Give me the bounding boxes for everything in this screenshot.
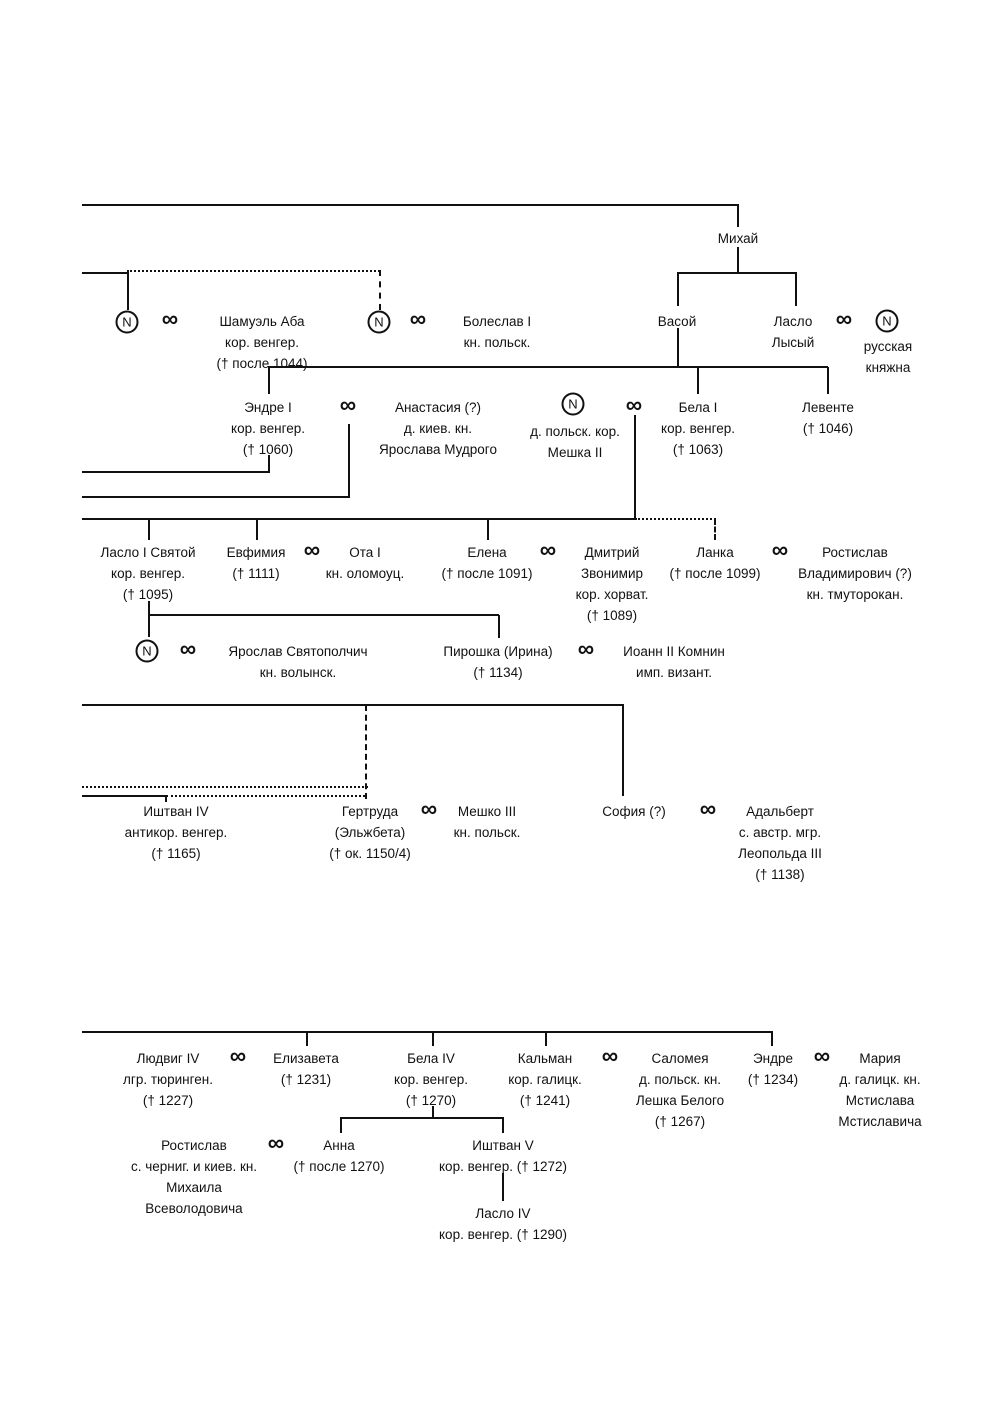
person-lanka — [670, 542, 761, 584]
person-dates: († 1165) — [151, 846, 201, 861]
unknown-spouse-icon — [562, 393, 585, 416]
connector-drop-endre2 — [771, 1032, 773, 1046]
connector-bela1-children-dotted — [635, 518, 716, 520]
person-ioann-ii-komnin — [623, 641, 725, 683]
person-name: Иштван IV — [143, 804, 209, 819]
person-name: Ростислав — [161, 1138, 227, 1153]
unknown-spouse-letter: N — [374, 314, 384, 330]
person-name: Ярослав Святополчич — [228, 644, 368, 659]
person-name: Бела IV — [407, 1051, 455, 1066]
person-salomeya — [636, 1048, 724, 1132]
person-title: лгр. тюринген. — [123, 1072, 213, 1087]
person-title: д. польск. кор. — [530, 424, 620, 439]
person-name: Ласло IV — [475, 1206, 531, 1221]
person-name: Саломея — [651, 1051, 709, 1066]
person-name: (Эльжбета) — [334, 825, 406, 840]
connector-laslo1-children-bracket — [148, 614, 499, 616]
connector-drop-piroshka — [498, 615, 500, 638]
connector-drop-elizaveta — [306, 1032, 308, 1046]
connector-endre1-offpage — [82, 471, 270, 473]
person-ludvig-iv — [123, 1048, 213, 1111]
person-adalbert — [738, 801, 822, 885]
connector-endre1-marriage-down — [348, 424, 350, 496]
person-rostislav-vladimirovich — [798, 542, 912, 605]
person-boleslav-i — [463, 311, 531, 353]
person-name: Дмитрий — [584, 545, 640, 560]
person-laslo-lysy — [772, 311, 815, 353]
person-kalman — [508, 1048, 582, 1111]
connector-drop-kalman — [545, 1032, 547, 1046]
person-dates: († 1227) — [142, 1093, 194, 1108]
person-title: д. галицк. кн. — [839, 1072, 921, 1087]
person-name: Шамуэль Аба — [219, 314, 305, 329]
person-title: кн. польск. — [463, 335, 531, 350]
connector-drop-laslo-lysy — [795, 272, 797, 306]
person-dates: († 1060) — [242, 442, 294, 457]
marriage-icon: ∞ — [339, 391, 357, 418]
person-name: Пирошка (Ирина) — [443, 644, 553, 659]
connector-dotted-offpage-gertruda — [82, 786, 368, 788]
connector-endre1-marriage-offpage — [82, 496, 350, 498]
person-meshka-daughter — [530, 421, 620, 463]
connector-drop-anna — [340, 1118, 342, 1133]
person-title: Лешка Белого — [635, 1093, 725, 1108]
marriage-icon: ∞ — [699, 795, 717, 822]
person-dates: († 1095) — [122, 587, 174, 602]
person-name: Ласло — [773, 314, 813, 329]
marriage-icon: ∞ — [303, 536, 321, 563]
person-title: Мешка II — [547, 445, 603, 460]
person-name: Анастасия (?) — [394, 400, 482, 415]
connector-bela1-children-bracket — [82, 518, 635, 520]
connector-drop-vasoy — [677, 272, 679, 306]
marriage-icon: ∞ — [577, 635, 595, 662]
connector-drop-ishtvan5 — [502, 1118, 504, 1133]
person-name: Бела I — [678, 400, 718, 415]
person-mihay — [718, 228, 758, 249]
person-elizaveta — [273, 1048, 339, 1090]
connector-laslo1-down — [148, 601, 150, 637]
person-dates: († 1138) — [755, 867, 805, 882]
marriage-icon: ∞ — [771, 536, 789, 563]
person-dates: († 1063) — [672, 442, 724, 457]
unknown-spouse-icon — [116, 311, 139, 334]
person-title: с. австр. мгр. — [738, 825, 822, 840]
person-name: Ласло I Святой — [100, 545, 196, 560]
connector-ishtvan5-down — [502, 1173, 504, 1201]
person-name: Владимирович (?) — [798, 566, 912, 581]
person-dmitry-zvonimir — [576, 542, 649, 626]
person-dates: († 1270) — [405, 1093, 457, 1108]
connector-dotted-ishtvan4-gertruda — [166, 795, 365, 797]
marriage-icon: ∞ — [835, 305, 853, 332]
person-title: Ярослава Мудрого — [379, 442, 497, 457]
person-dates: († ок. 1150/4) — [329, 846, 411, 861]
person-title: княжна — [865, 360, 911, 375]
person-name: Звонимир — [580, 566, 644, 581]
connector-bela1-marriage-down — [634, 415, 636, 518]
person-shamuel-aba — [217, 311, 308, 374]
connector-drop-evfimia — [256, 519, 258, 540]
connector-drop-laslo1 — [148, 519, 150, 540]
marriage-icon: ∞ — [601, 1042, 619, 1069]
person-dates: († после 1044) — [216, 356, 308, 371]
person-title: кор. венгер. — [231, 421, 305, 436]
connector-drop-bela1 — [697, 367, 699, 394]
person-meshko-iii — [454, 801, 521, 843]
person-anna — [294, 1135, 385, 1177]
marriage-icon: ∞ — [420, 795, 438, 822]
person-name: Ота I — [349, 545, 381, 560]
connector-vasoy-children-bracket — [268, 366, 828, 368]
person-name: Левенте — [802, 400, 854, 415]
person-title: Всеволодовича — [145, 1201, 243, 1216]
person-dates: († 1267) — [654, 1114, 706, 1129]
person-ishtvan-v — [439, 1135, 567, 1177]
person-endre-i — [231, 397, 305, 460]
person-gertruda — [329, 801, 410, 864]
connector-mihay-down — [737, 247, 739, 272]
person-dates: († 1241) — [519, 1093, 571, 1108]
connector-drop-n1 — [127, 272, 129, 310]
unknown-spouse-icon — [876, 310, 899, 333]
person-title: кор. венгер. — [661, 421, 735, 436]
person-levente — [802, 397, 854, 439]
person-title: с. черниг. и киев. кн. — [130, 1159, 258, 1174]
unknown-spouse-letter: N — [122, 314, 132, 330]
connector-vasoy-down — [677, 328, 679, 366]
person-name: Мария — [859, 1051, 901, 1066]
person-title: кн. оломоуц. — [325, 566, 405, 581]
person-title: д. киев. кн. — [403, 421, 473, 436]
person-dates: († после 1270) — [293, 1159, 385, 1174]
connector-drop-bela4 — [432, 1032, 434, 1046]
person-dates: († 1134) — [473, 665, 523, 680]
person-title: Мстислава — [845, 1093, 915, 1108]
person-dates: († после 1091) — [441, 566, 533, 581]
person-ota-i — [326, 542, 404, 584]
connector-top-offpage — [82, 204, 739, 206]
person-title: кор. венгер. († 1290) — [439, 1227, 567, 1242]
marriage-icon: ∞ — [813, 1042, 831, 1069]
person-name: Кальман — [517, 1051, 573, 1066]
person-title: кор. венгер. († 1272) — [439, 1159, 567, 1174]
marriage-icon: ∞ — [409, 305, 427, 332]
person-name: Гертруда — [341, 804, 399, 819]
connector-dotted-offpage-n2 — [127, 270, 380, 272]
person-name: Анна — [323, 1138, 355, 1153]
person-dates: († 1046) — [802, 421, 854, 436]
person-name: Евфимия — [226, 545, 286, 560]
person-endre — [748, 1048, 798, 1090]
person-yaroslav-svyatopolchich — [228, 641, 367, 683]
person-name: Васой — [657, 314, 697, 329]
person-bela-i — [661, 397, 735, 460]
person-name: Елена — [467, 545, 507, 560]
person-name: Эндре — [752, 1051, 794, 1066]
connector-offpage-ishtvan4 — [82, 795, 166, 797]
person-bela-iv — [394, 1048, 468, 1111]
person-dates: († 1231) — [280, 1072, 332, 1087]
person-name: Михай — [717, 231, 759, 246]
person-dates: († 1234) — [747, 1072, 799, 1087]
connector-drop-levente — [827, 367, 829, 394]
marriage-icon: ∞ — [539, 536, 557, 563]
connector-drop-elena — [487, 519, 489, 540]
marriage-icon: ∞ — [229, 1042, 247, 1069]
person-name: Людвиг IV — [136, 1051, 200, 1066]
person-name: Елизавета — [273, 1051, 339, 1066]
person-title: кн. волынск. — [259, 665, 337, 680]
person-name: Ланка — [696, 545, 734, 560]
connector-drop-sofia — [622, 705, 624, 796]
person-elena — [442, 542, 533, 584]
person-title: кор. хорват. — [575, 587, 649, 602]
person-title: кн. тмуторокан. — [806, 587, 904, 602]
marriage-icon: ∞ — [267, 1129, 285, 1156]
person-title: имп. визант. — [636, 665, 712, 680]
person-title: русская — [863, 339, 913, 354]
person-title: кор. галицк. — [508, 1072, 582, 1087]
connector-bela4-children-bracket — [340, 1117, 504, 1119]
person-title: кор. венгер. — [225, 335, 299, 350]
connector-andras2-children-bracket — [82, 1031, 773, 1033]
person-dates: († после 1099) — [669, 566, 761, 581]
unknown-spouse-letter: N — [142, 643, 152, 659]
person-piroshka — [443, 641, 552, 683]
person-title: Леопольда III — [738, 846, 822, 861]
person-vasoy — [658, 311, 696, 332]
person-title: кор. венгер. — [394, 1072, 468, 1087]
person-name: София (?) — [602, 804, 666, 819]
person-title: кн. польск. — [453, 825, 521, 840]
person-maria — [838, 1048, 921, 1132]
person-anastasia — [379, 397, 497, 460]
connector-dashed-drop-n2 — [379, 270, 381, 310]
person-evfimia — [227, 542, 286, 584]
person-laslo-iv — [439, 1203, 567, 1245]
person-dates: († 1111) — [232, 566, 280, 581]
unknown-spouse-icon — [368, 311, 391, 334]
person-title: д. польск. кн. — [638, 1072, 722, 1087]
person-name: Адальберт — [746, 804, 814, 819]
person-russian-princess — [864, 336, 912, 378]
connector-mihay-children-bracket — [677, 272, 797, 274]
person-name: Ростислав — [822, 545, 888, 560]
connector-mid-bracket — [82, 704, 624, 706]
connector-dashed-drop-gertruda — [365, 705, 367, 799]
marriage-icon: ∞ — [625, 391, 643, 418]
person-laslo-i-svyatoy — [100, 542, 195, 605]
person-title: Мстиславича — [838, 1114, 922, 1129]
person-title: Михаила — [166, 1180, 222, 1195]
person-ishtvan-iv — [125, 801, 228, 864]
person-name: Иштван V — [472, 1138, 534, 1153]
unknown-spouse-letter: N — [568, 396, 578, 412]
person-rostislav-mikhailovich — [131, 1135, 257, 1219]
person-title: кор. венгер. — [111, 566, 185, 581]
person-title: антикор. венгер. — [124, 825, 228, 840]
person-dates: († 1089) — [586, 608, 638, 623]
person-name: Болеслав I — [462, 314, 532, 329]
unknown-spouse-letter: N — [882, 313, 892, 329]
person-name: Лысый — [771, 335, 815, 350]
unknown-spouse-icon — [136, 640, 159, 663]
person-name: Иоанн II Комнин — [623, 644, 725, 659]
connector-dashed-drop-lanka — [714, 519, 716, 540]
connector-mihay-top — [737, 205, 739, 227]
marriage-icon: ∞ — [179, 635, 197, 662]
person-name: Эндре I — [244, 400, 292, 415]
connector-offpage-n1 — [82, 272, 127, 274]
marriage-icon: ∞ — [161, 305, 179, 332]
person-sofia — [602, 801, 665, 822]
person-name: Мешко III — [457, 804, 517, 819]
